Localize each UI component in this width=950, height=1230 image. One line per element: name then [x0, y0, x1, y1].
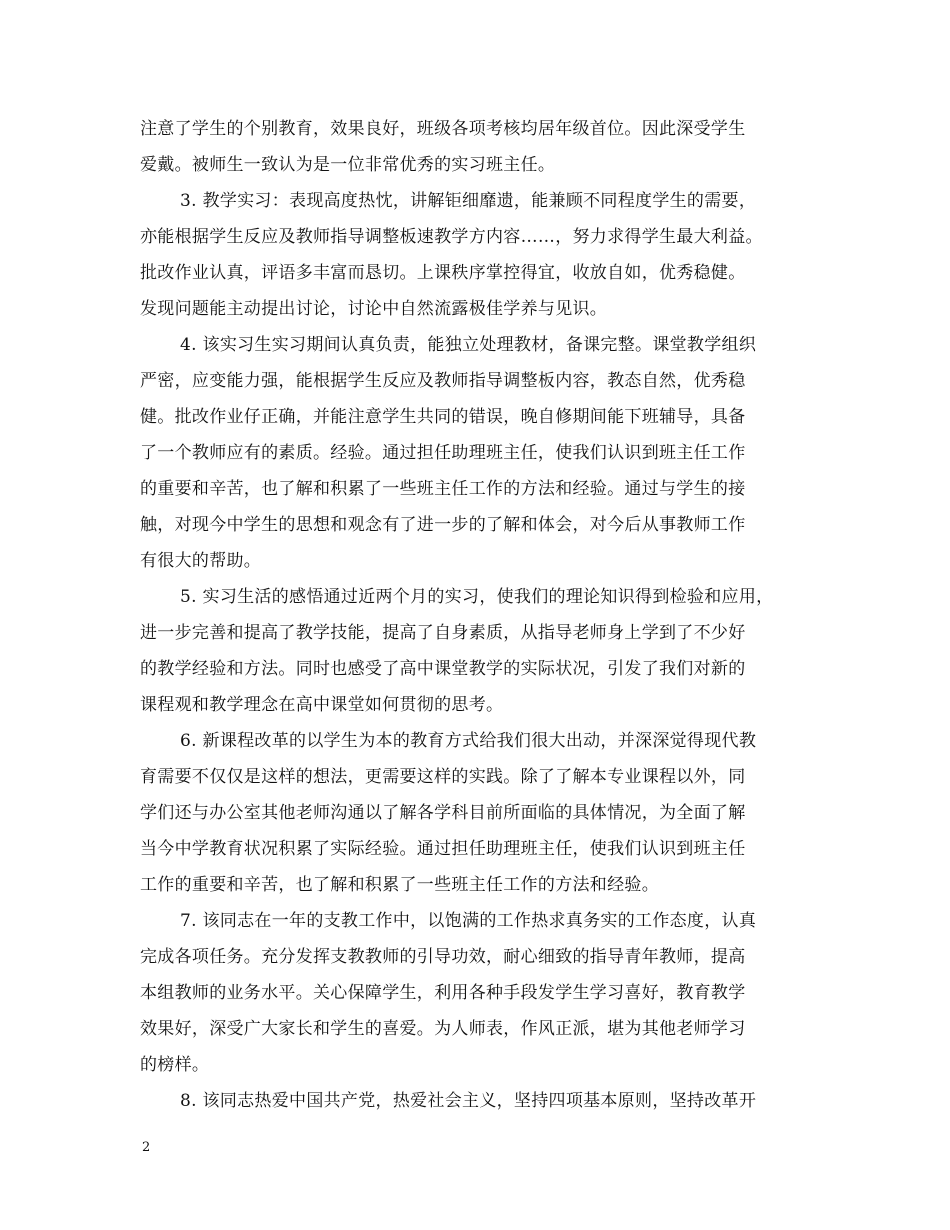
text-line: 5. 实习生活的感悟通过近两个月的实习，使我们的理论知识得到检验和应用， [180, 587, 774, 607]
text-line: 6. 新课程改革的以学生为本的教育方式给我们很大出动，并深深觉得现代教 [180, 731, 757, 751]
paragraph-item-7 [140, 903, 820, 1083]
text-line: 7. 该同志在一年的支教工作中，以饱满的工作热求真务实的工作态度，认真 [180, 911, 757, 931]
text-line: 的教学经验和方法。同时也感受了高中课堂教学的实际状况，引发了我们对新的 [140, 659, 746, 679]
text-line: 触，对现今中学生的思想和观念有了进一步的了解和体会，对今后从事教师工作 [140, 515, 746, 535]
text-line: 了一个教师应有的素质。经验。通过担任助理班主任，使我们认识到班主任工作 [140, 443, 746, 463]
text-line: 严密，应变能力强，能根据学生反应及教师指导调整板内容，教态自然，优秀稳 [140, 371, 746, 391]
text-line: 的榜样。 [140, 1055, 210, 1075]
paragraph-item-6 [140, 723, 820, 903]
paragraph-item-3 [140, 183, 820, 327]
text-line: 亦能根据学生反应及教师指导调整板速教学方内容……，努力求得学生最大利益。 [140, 227, 763, 247]
text-line: 当今中学教育状况积累了实际经验。通过担任助理班主任，使我们认识到班主任 [140, 839, 746, 859]
text-line: 注意了学生的个别教育，效果良好，班级各项考核均居年级首位。因此深受学生 [140, 119, 746, 139]
text-line: 课程观和教学理念在高中课堂如何贯彻的思考。 [140, 695, 504, 715]
text-line: 的重要和辛苦，也了解和积累了一些班主任工作的方法和经验。通过与学生的接 [140, 479, 746, 499]
text-line: 学们还与办公室其他老师沟通以了解各学科目前所面临的具体情况，为全面了解 [140, 803, 746, 823]
text-line: 完成各项任务。充分发挥支教教师的引导功效，耐心细致的指导青年教师，提高 [140, 947, 746, 967]
paragraph-item-8 [140, 1083, 820, 1119]
text-line: 4. 该实习生实习期间认真负责，能独立处理教材，备课完整。课堂教学组织 [180, 335, 757, 355]
paragraph-item-4 [140, 327, 820, 579]
text-line: 爱戴。被师生一致认为是一位非常优秀的实习班主任。 [140, 155, 556, 175]
page-number: 2 [142, 1140, 151, 1155]
paragraph-continuation [140, 111, 820, 183]
text-line: 健。批改作业仔正确，并能注意学生共同的错误，晚自修期间能下班辅导，具备 [140, 407, 746, 427]
text-line: 3. 教学实习：表现高度热忱，讲解钜细靡遗，能兼顾不同程度学生的需要， [180, 191, 757, 211]
text-line: 8. 该同志热爱中国共产党，热爱社会主义，坚持四项基本原则，坚持改革开 [180, 1091, 757, 1111]
text-line: 育需要不仅仅是这样的想法，更需要这样的实践。除了了解本专业课程以外，同 [140, 767, 746, 787]
text-line: 效果好，深受广大家长和学生的喜爱。为人师表，作风正派，堪为其他老师学习 [140, 1019, 746, 1039]
text-line: 有很大的帮助。 [140, 551, 262, 571]
text-line: 批改作业认真，评语多丰富而恳切。上课秩序掌控得宜，收放自如，优秀稳健。 [140, 263, 746, 283]
text-line: 工作的重要和辛苦，也了解和积累了一些班主任工作的方法和经验。 [140, 875, 659, 895]
text-line: 本组教师的业务水平。关心保障学生，利用各种手段发学生学习喜好，教育教学 [140, 983, 746, 1003]
text-line: 发现问题能主动提出讨论，讨论中自然流露极佳学养与见识。 [140, 299, 608, 319]
paragraph-item-5 [140, 579, 820, 723]
text-line: 进一步完善和提高了教学技能，提高了自身素质，从指导老师身上学到了不少好 [140, 623, 746, 643]
